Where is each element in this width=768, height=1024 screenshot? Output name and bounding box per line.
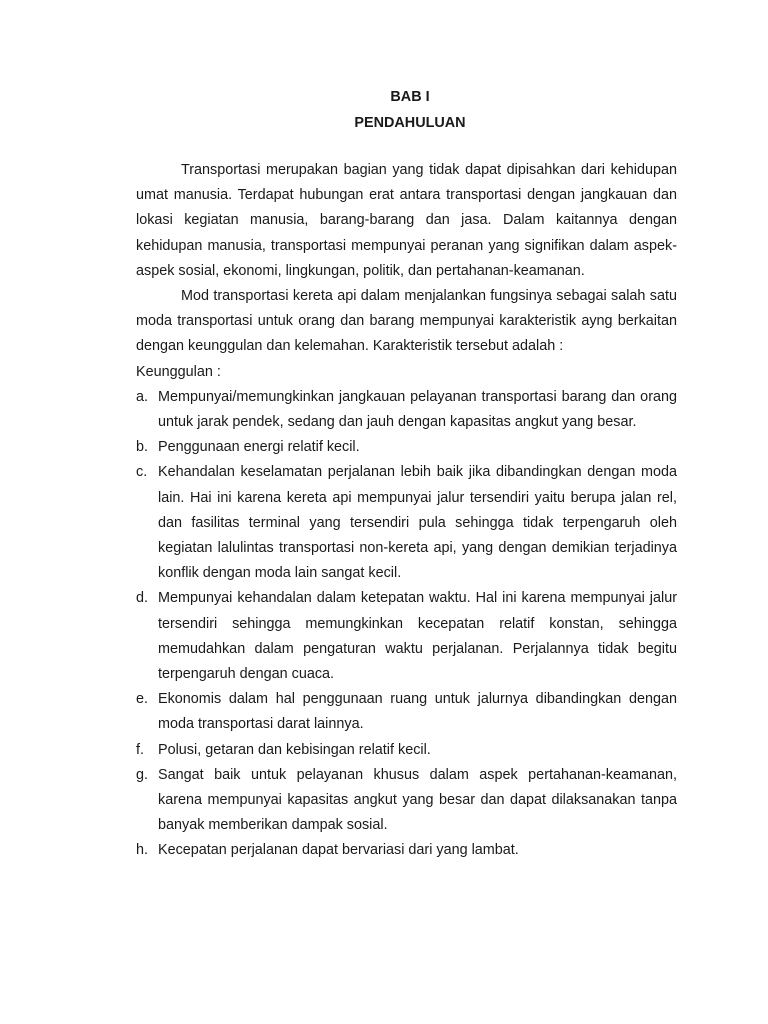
list-marker: d. [136,590,149,607]
list-item-text: Ekonomis dalam hal penggunaan ruang untuk jalurnya dibandingkan dengan moda transportasi darat lainnya. [158,691,677,733]
list-marker: g. [136,766,149,783]
list-marker: h. [136,842,149,859]
list-item-h [136,838,677,863]
paragraph-2: Mod transportasi kereta api dalam menjalankan fungsinya sebagai salah satu moda transportasi untuk orang dan barang mempunyai karakteristik ayng berkaitan dengan keunggulan dan kelemahan. Karakteristik tersebut adalah : [136,288,677,355]
list-marker: f. [136,741,144,758]
list-item-text: Polusi, getaran dan kebisingan relatif kecil. [158,741,431,758]
list-marker: a. [136,388,149,405]
list-item-text: Kehandalan keselamatan perjalanan lebih baik jika dibandingkan dengan moda lain. Hai ini karena kereta api mempunyai jalur tersendiri yaitu berupa jalan rel, dan fasilitas terminal yang tersendiri pula sehingga tidak terpengaruh oleh kegiatan lalulintas transportasi non-kereta api, yang dengan demikian terjadinya konflik dengan moda lain sangat kecil. [158,464,677,582]
list-marker: e. [136,691,149,708]
list-item-a [136,385,677,435]
list-item-f [136,738,677,763]
list-marker: c. [136,464,148,481]
chapter-heading: BAB I [390,89,430,105]
list-marker: b. [136,439,149,456]
list-item-text: Mempunyai kehandalan dalam ketepatan waktu. Hal ini karena mempunyai jalur tersendiri sehingga memungkinkan kecepatan relatif konstan, sehingga memudahkan dalam pengaturan waktu perjalanan. Perjalannya tidak begitu terpengaruh dengan cuaca. [158,590,677,683]
paragraph-1: Transportasi merupakan bagian yang tidak dapat dipisahkan dari kehidupan umat manusia. Terdapat hubungan erat antara transportasi dengan jangkauan dan lokasi kegiatan manusia, barang-barang dan jasa. Dalam kaitannya dengan kehidupan manusia, transportasi mempunyai peranan yang signifikan dalam aspek-aspek sosial, ekonomi, lingkungan, politik, dan pertahanan-keamanan. [136,162,677,279]
list-item-c [136,460,677,586]
list-item-text: Sangat baik untuk pelayanan khusus dalam aspek pertahanan-keamanan, karena mempunyai kapasitas angkut yang besar dan dapat dilaksanakan tanpa banyak memberikan dampak sosial. [158,766,677,834]
list-item-text: Penggunaan energi relatif kecil. [158,439,360,456]
document-body [136,158,677,864]
advantages-list [136,385,677,864]
chapter-title: PENDAHULUAN [354,115,466,131]
list-item-e [136,687,677,737]
list-item-d [136,586,677,687]
list-item-b [136,435,677,460]
list-label: Keunggulan : [136,363,221,380]
list-item-text: Kecepatan perjalanan dapat bervariasi dari yang lambat. [158,842,519,859]
list-item-text: Mempunyai/memungkinkan jangkauan pelayanan transportasi barang dan orang untuk jarak pendek, sedang dan jauh dengan kapasitas angkut yang besar. [158,388,677,431]
list-item-g [136,763,677,839]
